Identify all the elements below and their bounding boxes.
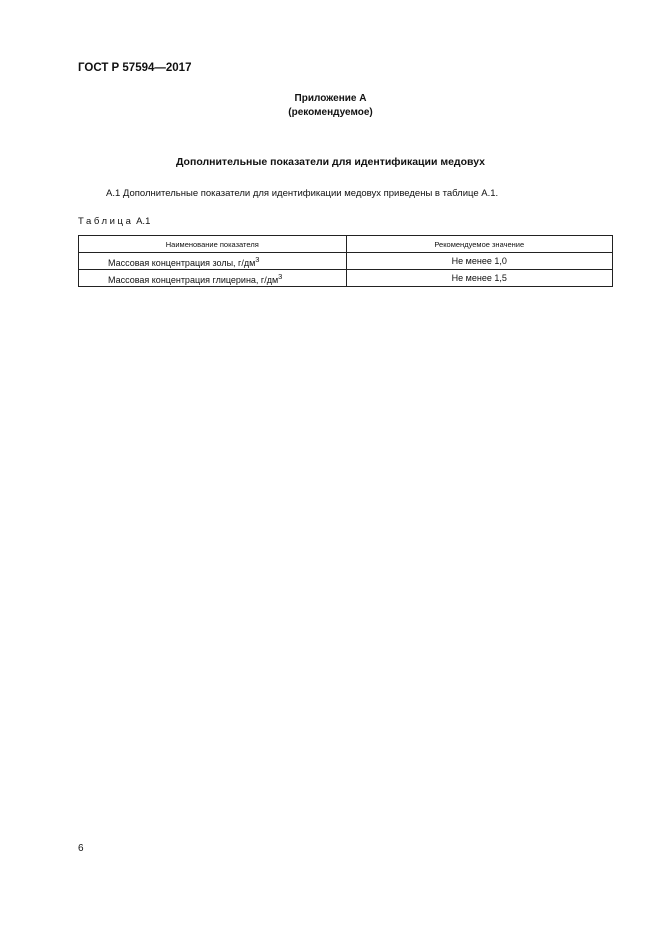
paragraph-text: Дополнительные показатели для идентификации медовух приведены в таблице А.1. xyxy=(122,188,499,199)
unit-exponent: 3 xyxy=(278,271,283,281)
table-caption xyxy=(78,216,150,227)
table-caption-number: А.1 xyxy=(136,216,151,227)
row-name-cell xyxy=(79,253,347,270)
page-number: 6 xyxy=(78,843,84,854)
table-row xyxy=(79,253,613,270)
indicators-table xyxy=(78,235,613,287)
header-recommended-value: Рекомендуемое значение xyxy=(346,236,612,253)
section-title: Дополнительные показатели для идентификации медовух xyxy=(175,156,486,168)
unit-exponent: 3 xyxy=(255,254,260,264)
header-indicator-name: Наименование показателя xyxy=(79,236,347,253)
document-code: ГОСТ Р 57594—2017 xyxy=(78,62,192,74)
table-header-row xyxy=(79,236,613,253)
appendix-title: Приложение А xyxy=(294,93,367,104)
appendix-heading xyxy=(0,92,661,120)
row-name: Массовая концентрация золы, г/дм xyxy=(108,257,256,268)
paragraph-number: А.1 xyxy=(106,188,121,199)
appendix-status: (рекомендуемое) xyxy=(288,107,373,118)
paragraph-a1 xyxy=(106,188,498,199)
table-caption-word: Таблица xyxy=(78,216,134,227)
row-value: Не менее 1,0 xyxy=(346,253,612,270)
row-value: Не менее 1,5 xyxy=(346,270,612,287)
table-row xyxy=(79,270,613,287)
row-name: Массовая концентрация глицерина, г/дм xyxy=(108,274,279,285)
row-name-cell xyxy=(79,270,347,287)
